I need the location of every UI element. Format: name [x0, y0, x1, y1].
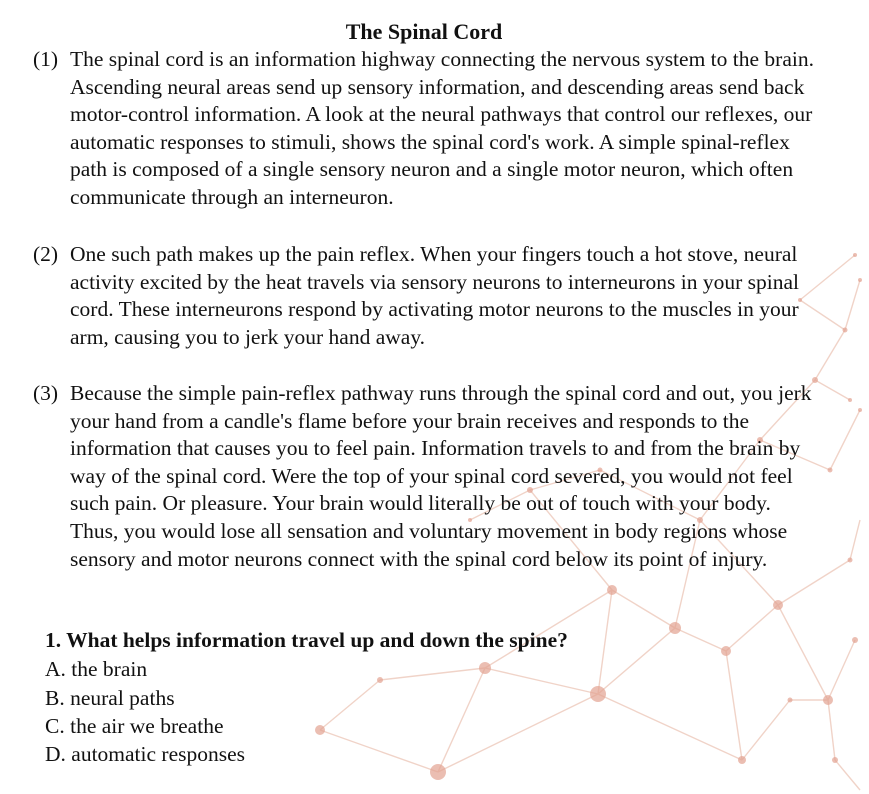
question-prompt: 1. What helps information travel up and down the spine?	[45, 628, 568, 652]
paragraph-2	[33, 241, 823, 351]
passage-title: The Spinal Cord	[345, 19, 503, 44]
paragraph-text: Because the simple pain-reflex pathway runs through the spinal cord and out, you jerk your hand from a candle's flame before your brain receives and responds to the information that causes you to feel pain. Information travels to and from the brain by way of the spinal cord. Were the top of your spinal cord severed, you would not feel such pain. Or pleasure. Your brain would literally be out of touch with your body. Thus, you would lose all sensation and voluntary movement in body regions whose sensory and motor neurons connect with the spinal cord below its point of injury.	[70, 381, 812, 571]
answer-option-a[interactable]: A. the brain	[45, 657, 148, 681]
paragraph-text: The spinal cord is an information highway connecting the nervous system to the brain. Ascending neural areas send up sensory information, and descending areas send back motor-control information. A look at the neural pathways that control our reflexes, our automatic responses to stimuli, shows the spinal cord's work. A simple spinal-reflex path is composed of a single sensory neuron and a single motor neuron, which often communicate through an interneuron.	[70, 47, 814, 209]
paragraph-number: (3)	[33, 381, 59, 405]
paragraph-3	[33, 380, 823, 573]
paragraph-text: One such path makes up the pain reflex. When your fingers touch a hot stove, neural activity excited by the heat travels via sensory neurons to interneurons in your spinal cord. These interneurons respond by activating motor neurons to the muscles in your arm, causing you to jerk your hand away.	[70, 242, 800, 349]
paragraph-number: (2)	[33, 242, 59, 266]
paragraph-number: (1)	[33, 47, 59, 71]
paragraph-1	[33, 46, 823, 212]
answer-option-d[interactable]: D. automatic responses	[45, 742, 246, 766]
answer-option-c[interactable]: C. the air we breathe	[45, 714, 224, 738]
answer-option-b[interactable]: B. neural paths	[45, 686, 175, 710]
